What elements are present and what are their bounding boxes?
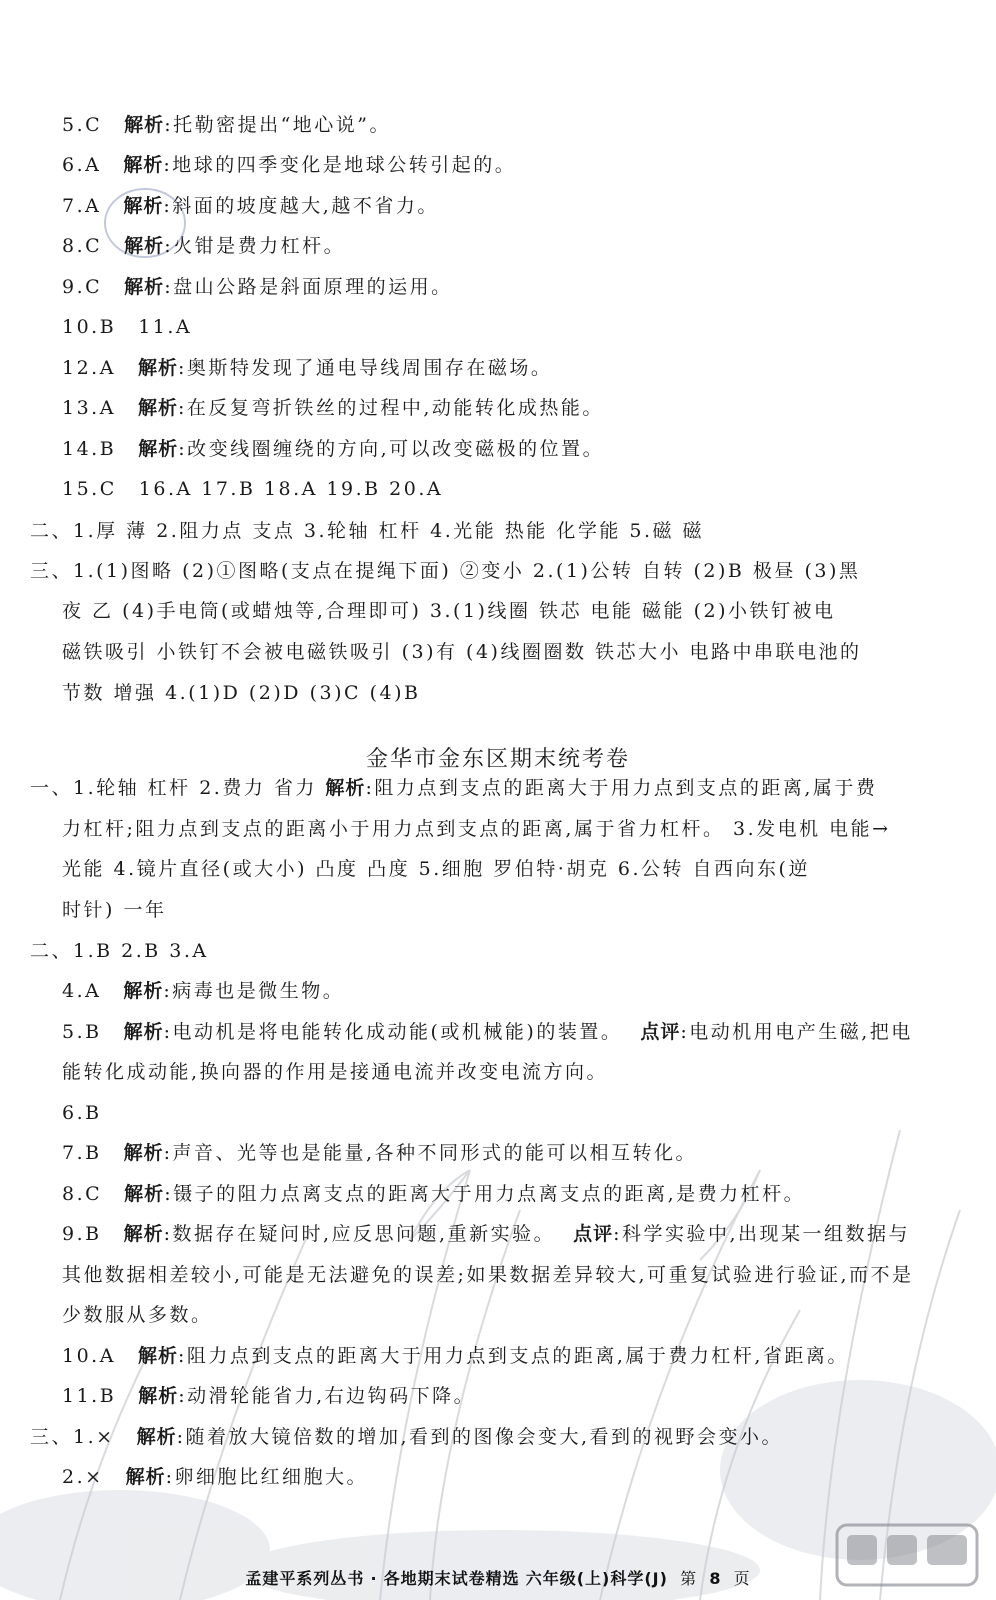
answer-number: 5.B — [62, 1021, 102, 1043]
part-one-line — [62, 897, 996, 923]
footer-book: 各地期末试卷精选 — [383, 1569, 520, 1588]
answer-text: :盘山公路是斜面原理的运用。 — [164, 276, 453, 298]
analysis-label: 解析 — [124, 1183, 165, 1205]
analysis-label: 解析 — [124, 276, 165, 298]
answer-text: :改变线圈缠绕的方向,可以改变磁极的位置。 — [178, 438, 605, 460]
analysis-label: 解析 — [137, 357, 178, 379]
answer-text: :托勒密提出“地心说”。 — [164, 114, 392, 136]
page-footer — [0, 1566, 996, 1589]
answer-text: :声音、光等也是能量,各种不同形式的能可以相互转化。 — [163, 1142, 698, 1164]
analysis-label: 解析 — [123, 154, 164, 176]
answer-text: :阻力点到支点的距离大于用力点到支点的距离,属于费力杠杆,省距离。 — [177, 1345, 849, 1367]
answer-number: 10.B — [62, 316, 117, 338]
analysis-label: 解析 — [123, 1223, 164, 1245]
analysis-label: 解析 — [125, 1466, 166, 1488]
part-two-first-line — [30, 938, 996, 964]
answer-text: :动滑轮能省力,右边钩码下降。 — [178, 1385, 476, 1407]
comment-label: 点评 — [573, 1223, 614, 1245]
answer-text: :斜面的坡度越大,越不省力。 — [163, 195, 439, 217]
answer-number: 9.C — [62, 276, 103, 298]
section-three-line — [62, 639, 996, 665]
section-two-text: 二、1.厚 薄 2.阻力点 支点 3.轮轴 杠杆 4.光能 热能 化学能 5.磁 磁 — [30, 520, 705, 542]
answer-number: 4.A — [62, 980, 102, 1002]
answer-number: 8.C — [62, 1183, 103, 1205]
answer-number: 6.B — [62, 1102, 102, 1124]
section-three-text: 夜 乙 (4)手电筒(或蜡烛等,合理即可) 3.(1)线圈 铁芯 电能 磁能 (2)小铁钉被电 — [62, 600, 836, 622]
footer-page-number: 8 — [709, 1569, 722, 1588]
answer-text: :电动机是将电能转化成动能(或机械能)的装置。 — [163, 1021, 623, 1043]
section-three-text: 节数 增强 4.(1)D (2)D (3)C (4)B — [62, 682, 421, 704]
answer-line — [62, 193, 996, 219]
answer-number: 11.B — [62, 1385, 117, 1407]
continuation-line — [62, 1302, 996, 1328]
answer-text: :镊子的阻力点离支点的距离大于用力点离支点的距离,是费力杠杆。 — [164, 1183, 806, 1205]
analysis-label: 解析 — [124, 114, 165, 136]
answer-text: :火钳是费力杠杆。 — [164, 235, 346, 257]
part-one-text: 一、1.轮轴 杠杆 2.费力 省力 — [30, 777, 326, 799]
analysis-label: 解析 — [123, 1142, 164, 1164]
answer-line — [62, 314, 996, 340]
analysis-label: 解析 — [124, 235, 165, 257]
comment-text: :电动机用电产生磁,把电 — [680, 1021, 913, 1043]
section-three-line — [62, 680, 996, 706]
analysis-label: 解析 — [123, 1021, 164, 1043]
answer-number: 5.C — [62, 114, 103, 136]
part-two-first-text: 二、1.B 2.B 3.A — [30, 940, 209, 962]
footer-series: 孟建平系列丛书 — [245, 1569, 365, 1588]
answer-text: :数据存在疑问时,应反思问题,重新实验。 — [163, 1223, 556, 1245]
answer-line — [62, 1059, 996, 1085]
answer-line — [62, 355, 996, 381]
analysis-label: 解析 — [138, 1385, 179, 1407]
answer-number: 15.C — [62, 478, 117, 500]
answer-number: 9.B — [62, 1223, 102, 1245]
part-one-text: 光能 4.镜片直径(或大小) 凸度 凸度 5.细胞 罗伯特·胡克 6.公转 自西向东(逆 — [62, 858, 810, 880]
answer-line — [62, 476, 996, 502]
footer-page-prefix: 第 — [680, 1569, 698, 1588]
answer-text: 16.A 17.B 18.A 19.B 20.A — [138, 478, 444, 500]
analysis-label: 解析 — [137, 1345, 178, 1367]
footer-page-suffix: 页 — [733, 1569, 751, 1588]
part-one-line — [62, 816, 996, 842]
answer-line — [62, 1019, 996, 1045]
answer-text: :卵细胞比红细胞大。 — [165, 1466, 368, 1488]
answer-number: 14.B — [62, 438, 117, 460]
answer-text: :地球的四季变化是地球公转引起的。 — [163, 154, 517, 176]
footer-grade: 六年级(上)科学(J) — [525, 1569, 668, 1588]
answer-line — [62, 395, 996, 421]
answer-text: 11.A — [138, 316, 193, 338]
answer-number: 7.A — [62, 195, 102, 217]
part-one-text: :阻力点到支点的距离大于用力点到支点的距离,属于费 — [365, 777, 878, 799]
analysis-label: 解析 — [136, 1426, 177, 1448]
answer-line — [62, 274, 996, 300]
analysis-label: 解析 — [138, 438, 179, 460]
answer-text: :病毒也是微生物。 — [163, 980, 345, 1002]
answer-text: :在反复弯折铁丝的过程中,动能转化成热能。 — [177, 397, 604, 419]
part-one-text: 时针) 一年 — [62, 899, 167, 921]
answer-line — [62, 1221, 996, 1247]
answer-text: :奥斯特发现了通电导线周围存在磁场。 — [177, 357, 553, 379]
answer-text: 能转化成动能,换向器的作用是接通电流并改变电流方向。 — [62, 1061, 609, 1083]
comment-text: :科学实验中,出现某一组数据与 — [613, 1223, 911, 1245]
section-two-line — [30, 518, 996, 544]
exam-title: 金华市金东区期末统考卷 — [365, 747, 630, 772]
footer-separator: · — [370, 1569, 378, 1588]
answer-line — [62, 1464, 996, 1490]
answer-number: 7.B — [62, 1142, 102, 1164]
answer-line — [30, 1424, 996, 1450]
answer-line — [62, 233, 996, 259]
answer-line — [62, 1383, 996, 1409]
part-one-line — [62, 856, 996, 882]
answer-number: 6.A — [62, 154, 102, 176]
answer-line — [62, 978, 996, 1004]
part-one-text: 力杠杆;阻力点到支点的距离小于用力点到支点的距离,属于省力杠杆。 3.发电机 电能→ — [62, 818, 891, 840]
analysis-label: 解析 — [123, 980, 164, 1002]
answer-text: :随着放大镜倍数的增加,看到的图像会变大,看到的视野会变小。 — [176, 1426, 784, 1448]
answer-line — [62, 152, 996, 178]
answer-line — [62, 1100, 996, 1126]
section-three-text: 三、1.(1)图略 (2)①图略(支点在提绳下面) ②变小 2.(1)公转 自转 (2)B 极昼 (3)黑 — [30, 560, 861, 582]
part-one-line — [30, 775, 996, 801]
continuation-line — [62, 1262, 996, 1288]
answer-number: 2.× — [62, 1466, 104, 1488]
answer-number: 三、1.× — [30, 1426, 115, 1448]
answer-number: 12.A — [62, 357, 116, 379]
continuation-text: 其他数据相差较小,可能是无法避免的误差;如果数据差异较大,可重复试验进行验证,而不是 — [62, 1264, 914, 1286]
section-three-line — [62, 598, 996, 624]
answer-line — [62, 1343, 996, 1369]
answer-line — [62, 436, 996, 462]
analysis-label: 解析 — [325, 777, 366, 799]
comment-label: 点评 — [640, 1021, 681, 1043]
section-three-text: 磁铁吸引 小铁钉不会被电磁铁吸引 (3)有 (4)线圈圈数 铁芯大小 电路中串联电池的 — [62, 641, 862, 663]
answer-number: 8.C — [62, 235, 103, 257]
answer-number: 13.A — [62, 397, 116, 419]
analysis-label: 解析 — [137, 397, 178, 419]
answer-line — [62, 1181, 996, 1207]
answer-line — [62, 112, 996, 138]
section-three-line — [30, 558, 996, 584]
continuation-text: 少数服从多数。 — [62, 1304, 213, 1326]
analysis-label: 解析 — [123, 195, 164, 217]
answer-line — [62, 1140, 996, 1166]
answer-number: 10.A — [62, 1345, 116, 1367]
